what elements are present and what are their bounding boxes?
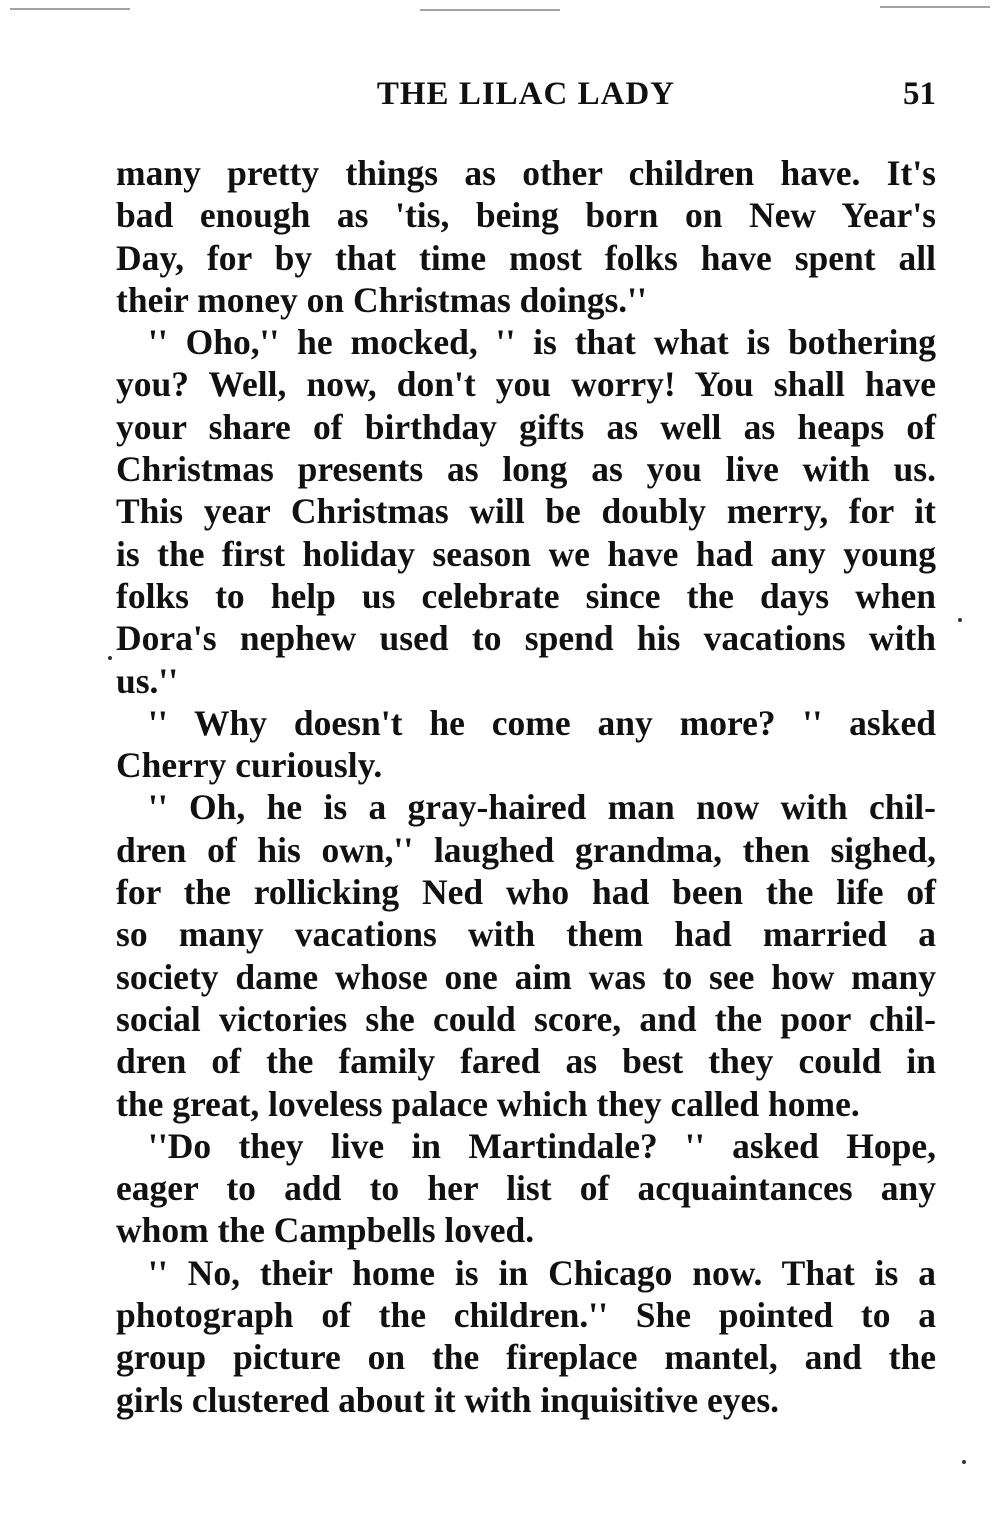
scan-speck — [962, 1460, 966, 1464]
text-line: group picture on the fireplace mantel, and the — [116, 1337, 936, 1378]
scan-speck — [108, 656, 112, 660]
text-line: girls clustered about it with inquisitive eyes. — [116, 1379, 780, 1420]
text-line: '' Oh, he is a gray-haired man now with chil- — [148, 787, 936, 828]
running-title: THE LILAC LADY — [376, 76, 676, 112]
text-line: dren of the family fared as best they could in — [116, 1041, 936, 1082]
text-line: is the first holiday season we have had any young — [116, 533, 936, 574]
text-line: Cherry curiously. — [116, 745, 383, 786]
text-line: eager to add to her list of acquaintances any — [116, 1168, 936, 1209]
text-line: your share of birthday gifts as well as heaps of — [116, 406, 936, 447]
text-line: us.'' — [116, 660, 179, 701]
text-line: for the rollicking Ned who had been the life of — [116, 872, 936, 913]
text-line: photograph of the children.'' She pointed to a — [116, 1295, 936, 1336]
scan-artifact-top-left — [10, 8, 130, 10]
text-line: Dora's nephew used to spend his vacations with — [116, 618, 936, 659]
text-line: ''Do they live in Martindale? '' asked Hope, — [148, 1125, 936, 1166]
text-line: folks to help us celebrate since the days when — [116, 575, 936, 616]
text-line: the great, loveless palace which they called home. — [116, 1083, 860, 1124]
text-line: dren of his own,'' laughed grandma, then sighed, — [116, 829, 936, 870]
text-line: bad enough as 'tis, being born on New Year's — [116, 195, 936, 236]
text-line: '' No, their home is in Chicago now. That is a — [148, 1252, 936, 1293]
page-header — [116, 76, 936, 120]
text-line: This year Christmas will be doubly merry, for it — [116, 491, 936, 532]
text-line: their money on Christmas doings.'' — [116, 279, 647, 320]
text-line: society dame whose one aim was to see how many — [116, 956, 936, 997]
scan-speck — [958, 618, 962, 622]
text-line: '' Why doesn't he come any more? '' asked — [148, 702, 936, 743]
text-line: Day, for by that time most folks have spent all — [116, 237, 936, 278]
text-line: you? Well, now, don't you worry! You shall have — [116, 364, 936, 405]
scan-artifact-top-right — [880, 6, 990, 8]
text-line: social victories she could score, and the poor chil- — [116, 998, 936, 1039]
text-line: many pretty things as other children have. It's — [116, 153, 936, 193]
text-line: Christmas presents as long as you live with us. — [116, 449, 936, 490]
scan-artifact-top-center — [420, 9, 560, 11]
body-text — [116, 152, 936, 1421]
text-line: so many vacations with them had married a — [116, 914, 936, 955]
page-number: 51 — [903, 76, 936, 112]
text-line: whom the Campbells loved. — [116, 1210, 535, 1251]
text-line: '' Oho,'' he mocked, '' is that what is bothering — [148, 322, 936, 363]
